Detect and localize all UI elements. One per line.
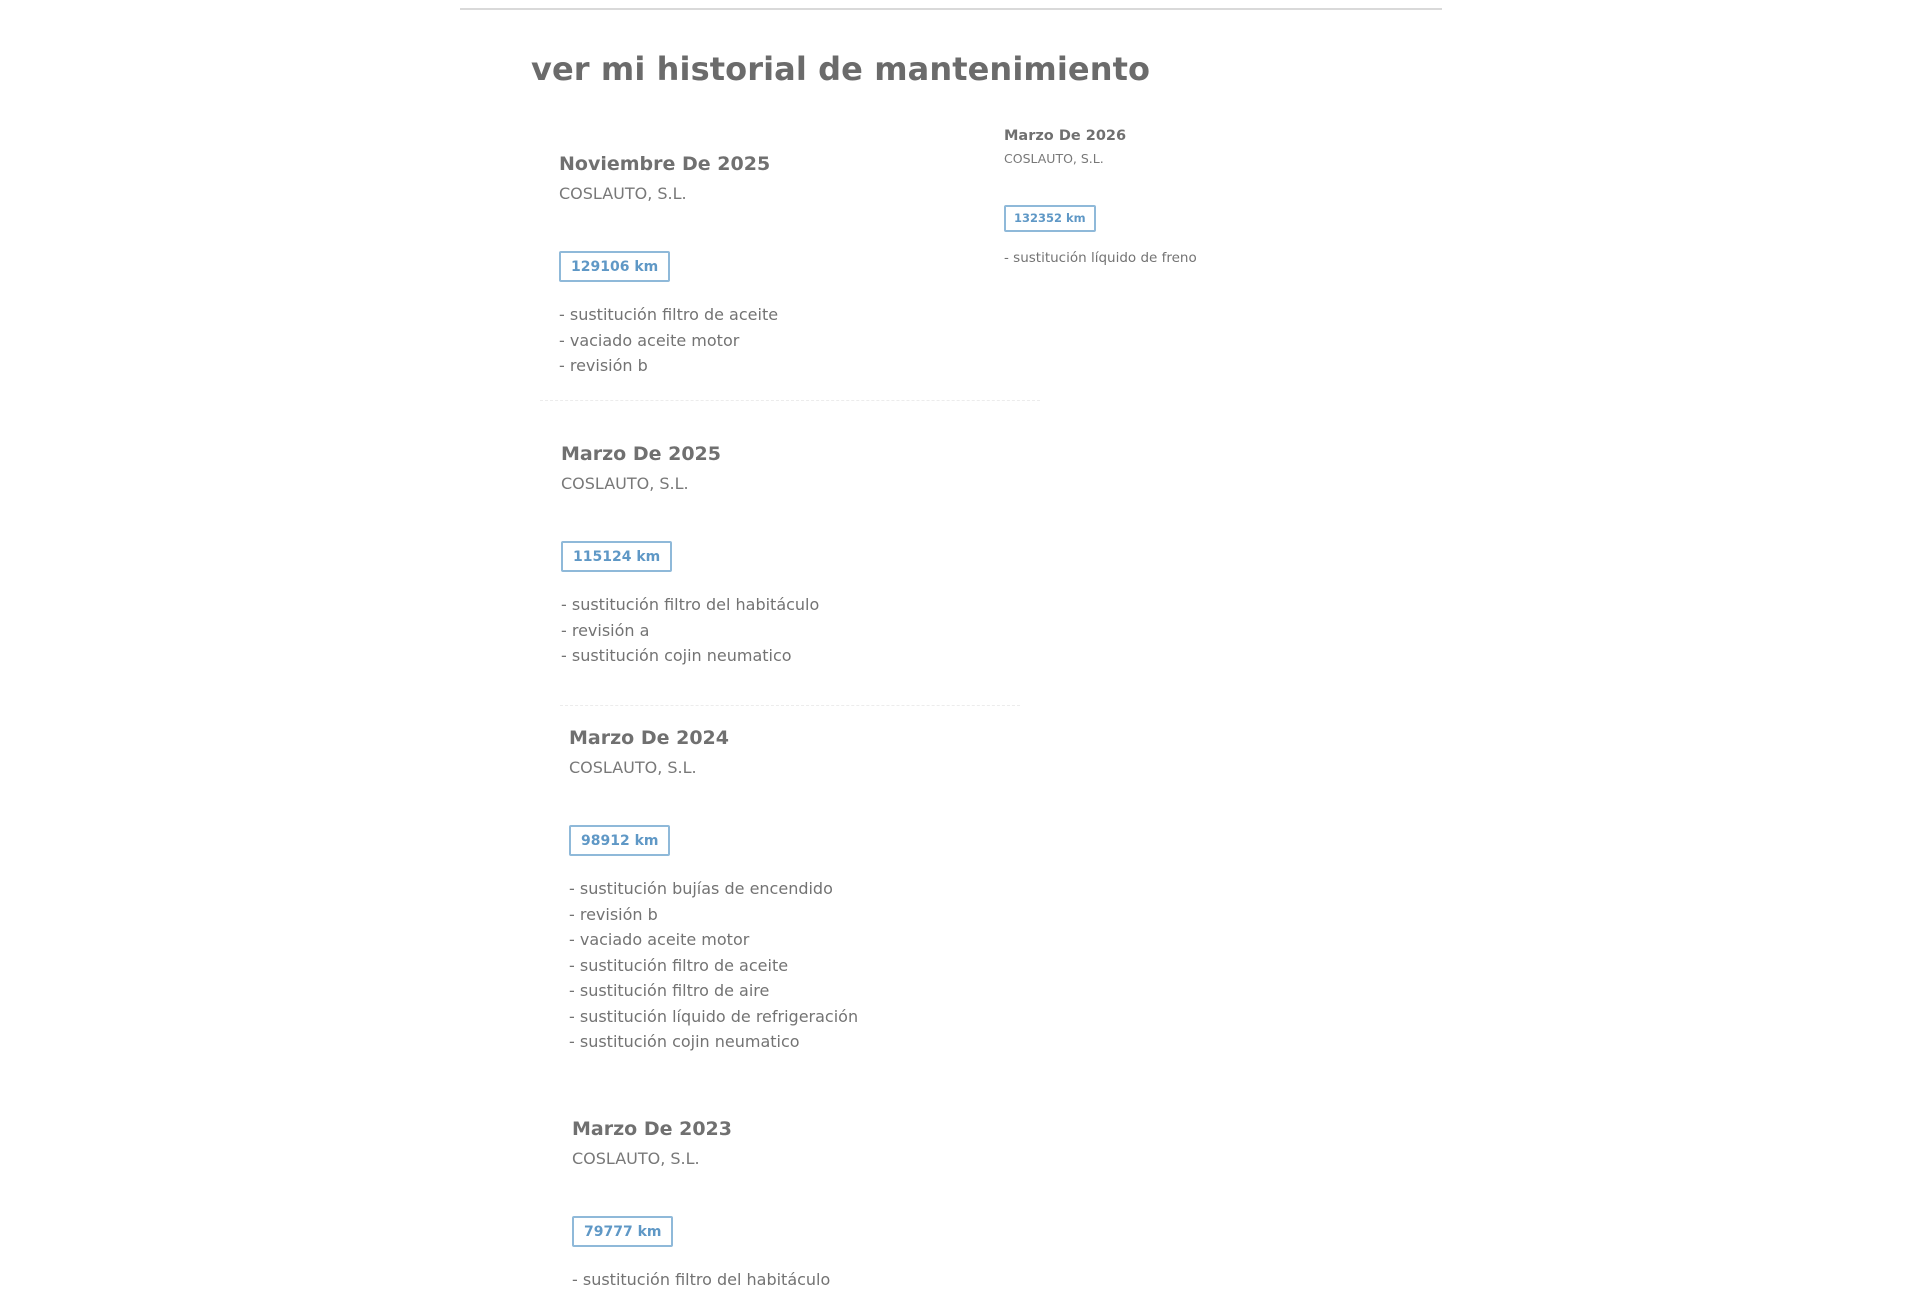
service-item: - revisión b (559, 356, 648, 375)
service-list (572, 1267, 830, 1293)
entry-dealer: COSLAUTO, S.L. (559, 184, 687, 203)
service-item: - vaciado aceite motor (569, 930, 750, 949)
entry-divider (560, 705, 1020, 706)
service-item: - vaciado aceite motor (559, 330, 740, 350)
km-badge: 132352 km (1004, 205, 1096, 232)
service-item: - sustitución filtro de aceite (569, 955, 789, 975)
service-item: - sustitución filtro de aceite (559, 305, 779, 324)
service-item: - sustitución filtro del habitáculo (561, 595, 820, 614)
maintenance-entry-mar-2025 (561, 442, 981, 672)
service-item: - sustitución bujías de encendido (569, 879, 833, 898)
km-badge: 98912 km (569, 825, 670, 856)
service-list (559, 302, 778, 379)
entry-dealer: COSLAUTO, S.L. (561, 474, 689, 493)
entry-date: Marzo De 2024 (569, 727, 729, 749)
page-title: ver mi historial de mantenimiento (531, 50, 1151, 88)
maintenance-entry-mar-2026 (1004, 127, 1304, 277)
service-item: - revisión a (561, 620, 650, 640)
service-item: - revisión b (569, 904, 658, 924)
maintenance-entry-nov-2025 (559, 152, 979, 382)
maintenance-entry-mar-2023 (572, 1117, 1012, 1289)
entry-date: Marzo De 2023 (572, 1118, 732, 1140)
entry-date: Marzo De 2025 (561, 443, 721, 465)
service-list (561, 592, 819, 669)
maintenance-entry-mar-2024 (569, 726, 1009, 1066)
service-item: - sustitución filtro del habitáculo (572, 1270, 831, 1289)
service-item: - sustitución líquido de refrigeración (569, 1006, 859, 1026)
km-badge: 79777 km (572, 1216, 673, 1247)
entry-date: Marzo De 2026 (1004, 128, 1127, 144)
service-item: - sustitución cojin neumatico (569, 1032, 800, 1051)
entry-dealer: COSLAUTO, S.L. (569, 758, 697, 777)
entry-dealer: COSLAUTO, S.L. (572, 1149, 700, 1168)
km-badge: 129106 km (559, 251, 670, 282)
entry-date: Noviembre De 2025 (559, 153, 771, 175)
service-list (1004, 249, 1197, 267)
entry-dealer: COSLAUTO, S.L. (1004, 151, 1104, 166)
service-item: - sustitución filtro de aire (569, 981, 770, 1000)
service-list (569, 876, 858, 1055)
entry-divider (540, 400, 1040, 401)
service-item: - sustitución cojin neumatico (561, 646, 792, 665)
service-item: - sustitución líquido de freno (1004, 250, 1197, 266)
top-divider (460, 8, 1442, 10)
km-badge: 115124 km (561, 541, 672, 572)
